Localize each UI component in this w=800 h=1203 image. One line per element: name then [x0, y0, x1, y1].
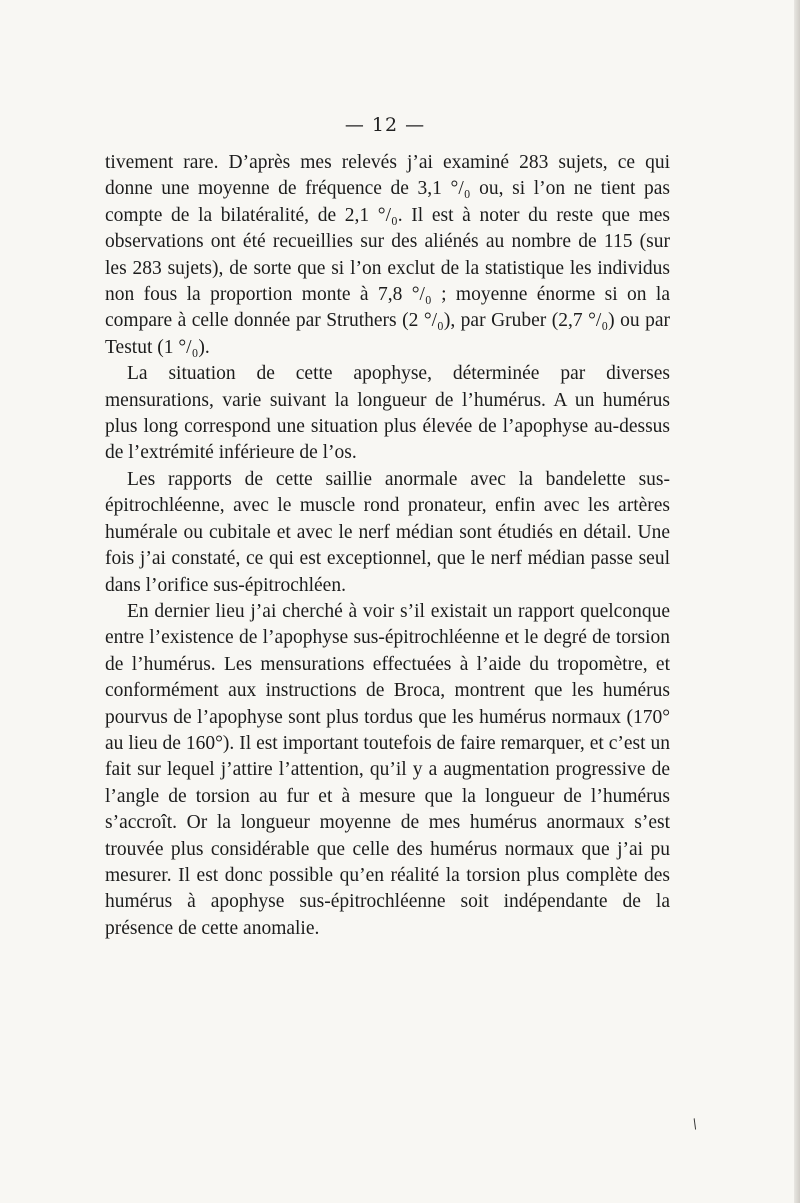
- page-edge: [794, 0, 800, 1203]
- paragraph: La situation de cette apophyse, déterminée par diverses mensurations, varie suivant la longueur de l’humérus. A un humérus plus long correspond une situation plus élevée de l’apophyse au-dessus de l’extrémité inférieure de l’os.: [105, 363, 670, 464]
- paragraph-continued: tivement rare. D’après mes relevés j’ai examiné 283 sujets, ce qui donne une moyenne de fréquence de 3,1 °/₀ ou, si l’on ne tient pas compte de la bilatéralité, de 2,1 °/₀. Il est à noter du reste que mes observations ont été recueillies sur des aliénés au nombre de 115 (sur les 283 sujets), de sorte que si l’on exclut de la statistique les individus non fous la proportion monte à 7,8 °/₀ ; moyenne énorme si on la compare à celle donnée par Struthers (2 °/₀), par Gruber (2,7 °/₀) ou par Testut (1 °/₀).: [105, 152, 670, 358]
- paragraph: Les rapports de cette saillie anormale avec la bandelette sus-épitrochléenne, avec le muscle rond pronateur, enfin avec les artères humérale ou cubitale et avec le nerf médian sont étudiés en détail. Une fois j’ai constaté, ce qui est exceptionnel, que le nerf médian passe seul dans l’orifice sus-épitrochléen.: [105, 468, 670, 596]
- margin-mark: /: [690, 1116, 701, 1133]
- page-number: — 12 —: [344, 114, 426, 136]
- paragraph: En dernier lieu j’ai cherché à voir s’il existait un rapport quelconque entre l’existence de l’apophyse sus-épitrochléenne et le degré de torsion de l’humérus. Les mensurations effectuées à l’aide du tropomètre, et conformément aux instructions de Broca, montrent que les humérus pourvus de l’apophyse sont plus tordus que les humérus normaux (170° au lieu de 160°). Il est important toutefois de faire remarquer, et c’est un fait sur lequel j’attire l’attention, qu’il y a augmentation progressive de l’angle de torsion au fur et à mesure que la longueur de l’humérus s’accroît. Or la longueur moyenne de mes humérus anormaux s’est trouvée plus considérable que celle des humérus normaux que j’ai pu mesurer. Il est donc possible qu’en réalité la torsion plus complète des humérus à apophyse sus-épitrochléenne soit indépendante de la présence de cette anomalie.: [105, 600, 670, 939]
- body-text: [105, 150, 670, 942]
